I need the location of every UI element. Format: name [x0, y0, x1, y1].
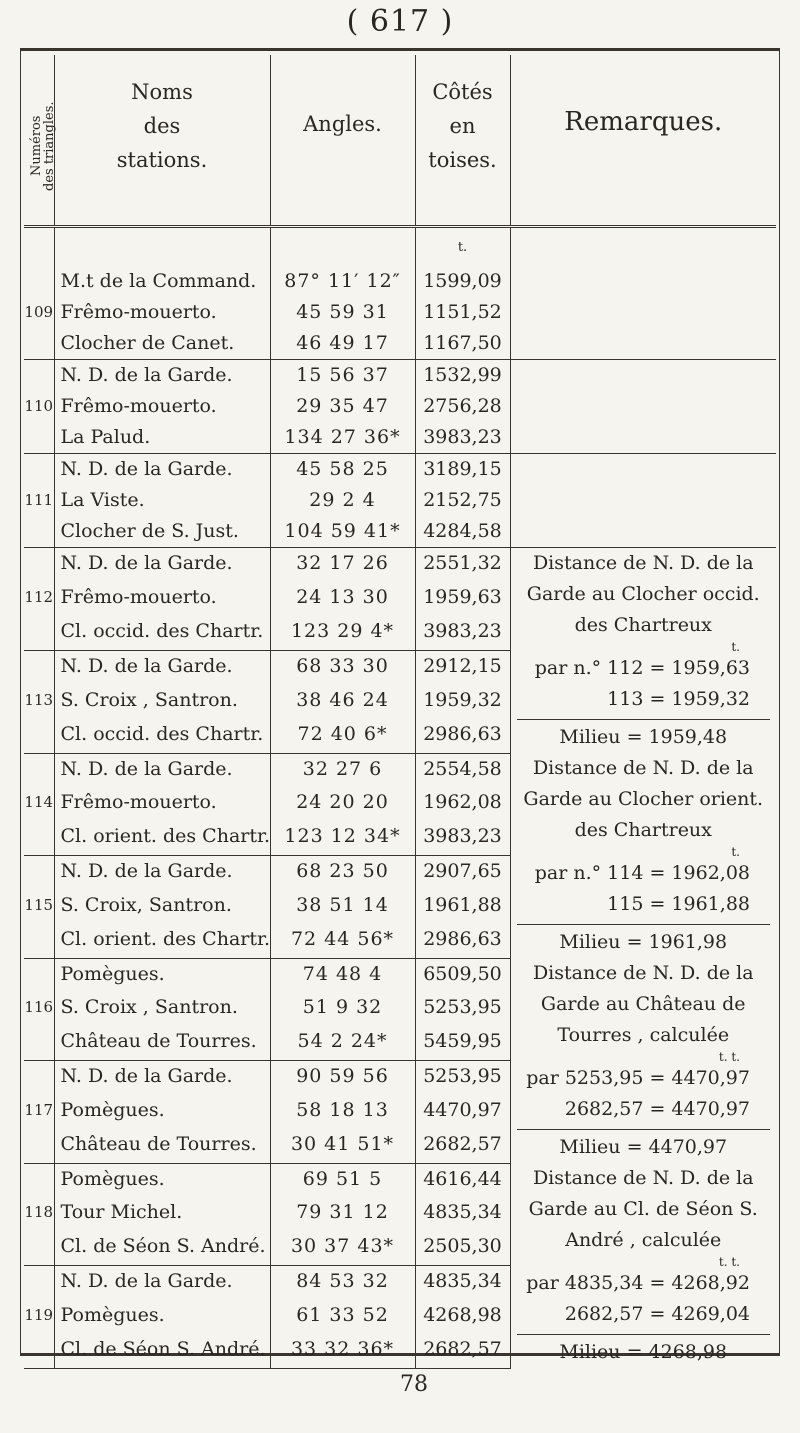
triangle-number — [24, 1334, 54, 1368]
triangle-number: 114 — [24, 793, 54, 812]
header-cotes: Côtés en toises. — [415, 55, 510, 227]
remark-milieu: Milieu = 1961,98 — [517, 924, 771, 958]
station-name: Cl. orient. des Chartr. — [54, 924, 270, 958]
angle-value: 54 2 24* — [270, 1026, 415, 1060]
side-length: 2682,57 — [415, 1334, 510, 1368]
angle-value: 134 27 36* — [270, 422, 415, 454]
remark-equation: 113 = 1959,32 — [607, 688, 750, 710]
remark-equation: 2682,57 = 4470,97 — [564, 1098, 750, 1120]
triangle-number: 113 — [24, 690, 54, 709]
side-length: 3189,15 — [415, 454, 510, 486]
station-name: Frêmo-mouerto. — [54, 787, 270, 821]
table-row — [24, 485, 776, 516]
remark-cell-empty — [510, 391, 776, 422]
side-length: 1959,32 — [415, 685, 510, 719]
triangle-number — [24, 548, 54, 582]
angle-value: 90 59 56 — [270, 1060, 415, 1094]
side-length: 2986,63 — [415, 924, 510, 958]
side-length: 3983,23 — [415, 422, 510, 454]
remark-text: Distance de N. D. de la Garde au Cl. de Séon S. André , calculée — [528, 1167, 758, 1251]
remark-r4 — [510, 1163, 776, 1368]
triangle-number: 115 — [24, 895, 54, 914]
station-name: Château de Tourres. — [54, 1129, 270, 1163]
triangulation-table — [24, 55, 776, 1369]
table-row — [24, 391, 776, 422]
side-length: 2551,32 — [415, 548, 510, 582]
angle-value: 30 41 51* — [270, 1129, 415, 1163]
triangle-number — [24, 753, 54, 787]
station-name: La Viste. — [54, 485, 270, 516]
page-number: ( 617 ) — [346, 4, 454, 39]
side-length: 2554,58 — [415, 753, 510, 787]
side-length: 2907,65 — [415, 855, 510, 889]
angle-value: 68 23 50 — [270, 855, 415, 889]
table-row — [24, 958, 776, 992]
table-row — [24, 266, 776, 297]
side-length: 4268,98 — [415, 1300, 510, 1334]
station-name: Clocher de S. Just. — [54, 516, 270, 548]
remark-unit: t. — [731, 845, 740, 859]
triangle-number — [24, 516, 54, 548]
triangle-number — [24, 855, 54, 889]
table-row — [24, 454, 776, 486]
side-length: 5253,95 — [415, 1060, 510, 1094]
side-length: 2152,75 — [415, 485, 510, 516]
side-length: 1599,09 — [415, 266, 510, 297]
table-row — [24, 328, 776, 360]
triangle-number — [24, 650, 54, 684]
side-length: 1167,50 — [415, 328, 510, 360]
station-name: N. D. de la Garde. — [54, 1265, 270, 1299]
angle-value: 32 17 26 — [270, 548, 415, 582]
triangle-number — [24, 924, 54, 958]
station-name: Frêmo-mouerto. — [54, 297, 270, 328]
angle-value: 123 29 4* — [270, 616, 415, 650]
remark-cell-empty — [510, 360, 776, 392]
header-remarques: Remarques. — [510, 55, 776, 227]
side-length: 2505,30 — [415, 1231, 510, 1265]
angle-value: 32 27 6 — [270, 753, 415, 787]
table-row — [24, 1163, 776, 1197]
angle-value: 61 33 52 — [270, 1300, 415, 1334]
remark-cell-empty — [510, 297, 776, 328]
station-name: Pomègues. — [54, 1300, 270, 1334]
angle-value: 68 33 30 — [270, 650, 415, 684]
table-row — [24, 297, 776, 328]
station-name: N. D. de la Garde. — [54, 454, 270, 486]
remark-equation: 2682,57 = 4269,04 — [564, 1303, 750, 1325]
angle-value: 51 9 32 — [270, 992, 415, 1026]
angle-value: 58 18 13 — [270, 1095, 415, 1129]
remark-r2 — [510, 753, 776, 958]
remark-equation: par n.° 112 = 1959,63 — [534, 657, 750, 679]
angle-value: 24 13 30 — [270, 582, 415, 616]
station-name: N. D. de la Garde. — [54, 360, 270, 392]
remark-r3 — [510, 958, 776, 1163]
header-angles: Angles. — [270, 55, 415, 227]
angle-value: 45 59 31 — [270, 297, 415, 328]
triangle-number — [24, 422, 54, 454]
angle-value: 104 59 41* — [270, 516, 415, 548]
side-length: 2756,28 — [415, 391, 510, 422]
triangle-number — [24, 1163, 54, 1197]
angle-value: 84 53 32 — [270, 1265, 415, 1299]
station-name: N. D. de la Garde. — [54, 1060, 270, 1094]
remark-equation: 115 = 1961,88 — [607, 893, 750, 915]
side-length: 4616,44 — [415, 1163, 510, 1197]
remark-cell-empty — [510, 422, 776, 454]
station-name: Frêmo-mouerto. — [54, 582, 270, 616]
station-name: S. Croix , Santron. — [54, 685, 270, 719]
table-row — [24, 753, 776, 787]
remark-cell-empty — [510, 328, 776, 360]
triangle-number: 117 — [24, 1100, 54, 1119]
angle-value: 24 20 20 — [270, 787, 415, 821]
remark-unit: t. t. — [718, 1255, 740, 1269]
station-name: Tour Michel. — [54, 1197, 270, 1231]
remark-unit: t. — [731, 640, 740, 654]
station-name: N. D. de la Garde. — [54, 855, 270, 889]
catchword: 78 — [400, 1372, 428, 1397]
angle-value: 15 56 37 — [270, 360, 415, 392]
side-length: 4470,97 — [415, 1095, 510, 1129]
triangle-number — [24, 360, 54, 392]
table-row — [24, 360, 776, 392]
angle-value: 46 49 17 — [270, 328, 415, 360]
side-length: 1959,63 — [415, 582, 510, 616]
side-length: 4835,34 — [415, 1265, 510, 1299]
station-name: S. Croix, Santron. — [54, 890, 270, 924]
station-name: Cl. orient. des Chartr. — [54, 821, 270, 855]
angle-value: 79 31 12 — [270, 1197, 415, 1231]
header-numeros: Numéros des triangles. — [24, 55, 54, 227]
triangle-number — [24, 1231, 54, 1265]
triangle-number — [24, 1060, 54, 1094]
remark-equation: par n.° 114 = 1962,08 — [534, 862, 750, 884]
remark-text: Distance de N. D. de la Garde au Clocher orient. des Chartreux — [523, 757, 764, 841]
remark-milieu: Milieu = 1959,48 — [517, 719, 771, 753]
triangle-number — [24, 958, 54, 992]
triangle-number: 109 — [24, 303, 54, 321]
angle-value: 38 51 14 — [270, 890, 415, 924]
table-row — [24, 548, 776, 582]
header-noms: Noms des stations. — [54, 55, 270, 227]
station-name: N. D. de la Garde. — [54, 650, 270, 684]
triangle-number — [24, 719, 54, 753]
side-length: 1961,88 — [415, 890, 510, 924]
side-length: 2986,63 — [415, 719, 510, 753]
remark-equation: par 5253,95 = 4470,97 — [526, 1067, 750, 1089]
angle-value: 30 37 43* — [270, 1231, 415, 1265]
station-name: Pomègues. — [54, 1095, 270, 1129]
angle-value: 29 2 4 — [270, 485, 415, 516]
angle-value: 38 46 24 — [270, 685, 415, 719]
side-length: 6509,50 — [415, 958, 510, 992]
triangle-number: 119 — [24, 1305, 54, 1324]
remark-cell-empty — [510, 485, 776, 516]
side-length: 1532,99 — [415, 360, 510, 392]
triangle-number — [24, 616, 54, 650]
angle-value: 33 32 36* — [270, 1334, 415, 1368]
side-length: 3983,23 — [415, 616, 510, 650]
angle-value: 87° 11′ 12″ — [270, 266, 415, 297]
station-name: La Palud. — [54, 422, 270, 454]
station-name: Cl. de Séon S. André. — [54, 1334, 270, 1368]
side-length: 1151,52 — [415, 297, 510, 328]
station-name: Clocher de Canet. — [54, 328, 270, 360]
triangle-number — [24, 1026, 54, 1060]
side-length: 2912,15 — [415, 650, 510, 684]
table-row — [24, 422, 776, 454]
side-length: 5253,95 — [415, 992, 510, 1026]
station-name: N. D. de la Garde. — [54, 548, 270, 582]
triangle-number: 116 — [24, 998, 54, 1017]
station-name: N. D. de la Garde. — [54, 753, 270, 787]
triangle-number — [24, 454, 54, 486]
station-name: Pomègues. — [54, 1163, 270, 1197]
remark-milieu: Milieu = 4268,98 — [517, 1334, 771, 1368]
angle-value: 72 44 56* — [270, 924, 415, 958]
triangle-number — [24, 266, 54, 297]
side-length: 4284,58 — [415, 516, 510, 548]
remark-cell-empty — [510, 454, 776, 486]
side-length: 1962,08 — [415, 787, 510, 821]
station-name: Cl. de Séon S. André. — [54, 1231, 270, 1265]
unit-label: t. — [415, 227, 510, 267]
station-name: Cl. occid. des Chartr. — [54, 616, 270, 650]
remark-r1 — [510, 548, 776, 754]
remark-text: Distance de N. D. de la Garde au Clocher occid. des Chartreux — [526, 552, 760, 636]
side-length: 3983,23 — [415, 821, 510, 855]
remark-cell-empty — [510, 266, 776, 297]
side-length: 5459,95 — [415, 1026, 510, 1060]
side-length: 2682,57 — [415, 1129, 510, 1163]
station-name: Pomègues. — [54, 958, 270, 992]
angle-value: 69 51 5 — [270, 1163, 415, 1197]
angle-value: 123 12 34* — [270, 821, 415, 855]
triangle-number: 112 — [24, 587, 54, 606]
angle-value: 74 48 4 — [270, 958, 415, 992]
remark-milieu: Milieu = 4470,97 — [517, 1129, 771, 1163]
triangle-number — [24, 328, 54, 360]
station-name: Cl. occid. des Chartr. — [54, 719, 270, 753]
triangle-number: 111 — [24, 491, 54, 509]
remark-text: Distance de N. D. de la Garde au Château de Tourres , calculée — [532, 962, 754, 1046]
remark-equation: par 4835,34 = 4268,92 — [526, 1272, 750, 1294]
triangle-number — [24, 1129, 54, 1163]
station-name: Château de Tourres. — [54, 1026, 270, 1060]
station-name: M.t de la Command. — [54, 266, 270, 297]
angle-value: 45 58 25 — [270, 454, 415, 486]
table-row — [24, 516, 776, 548]
angle-value: 72 40 6* — [270, 719, 415, 753]
remark-cell-empty — [510, 516, 776, 548]
angle-value: 29 35 47 — [270, 391, 415, 422]
station-name: S. Croix , Santron. — [54, 992, 270, 1026]
triangle-number — [24, 821, 54, 855]
station-name: Frêmo-mouerto. — [54, 391, 270, 422]
side-length: 4835,34 — [415, 1197, 510, 1231]
triangle-number: 118 — [24, 1203, 54, 1222]
triangle-number: 110 — [24, 397, 54, 415]
remark-unit: t. t. — [718, 1050, 740, 1064]
triangle-number — [24, 1265, 54, 1299]
